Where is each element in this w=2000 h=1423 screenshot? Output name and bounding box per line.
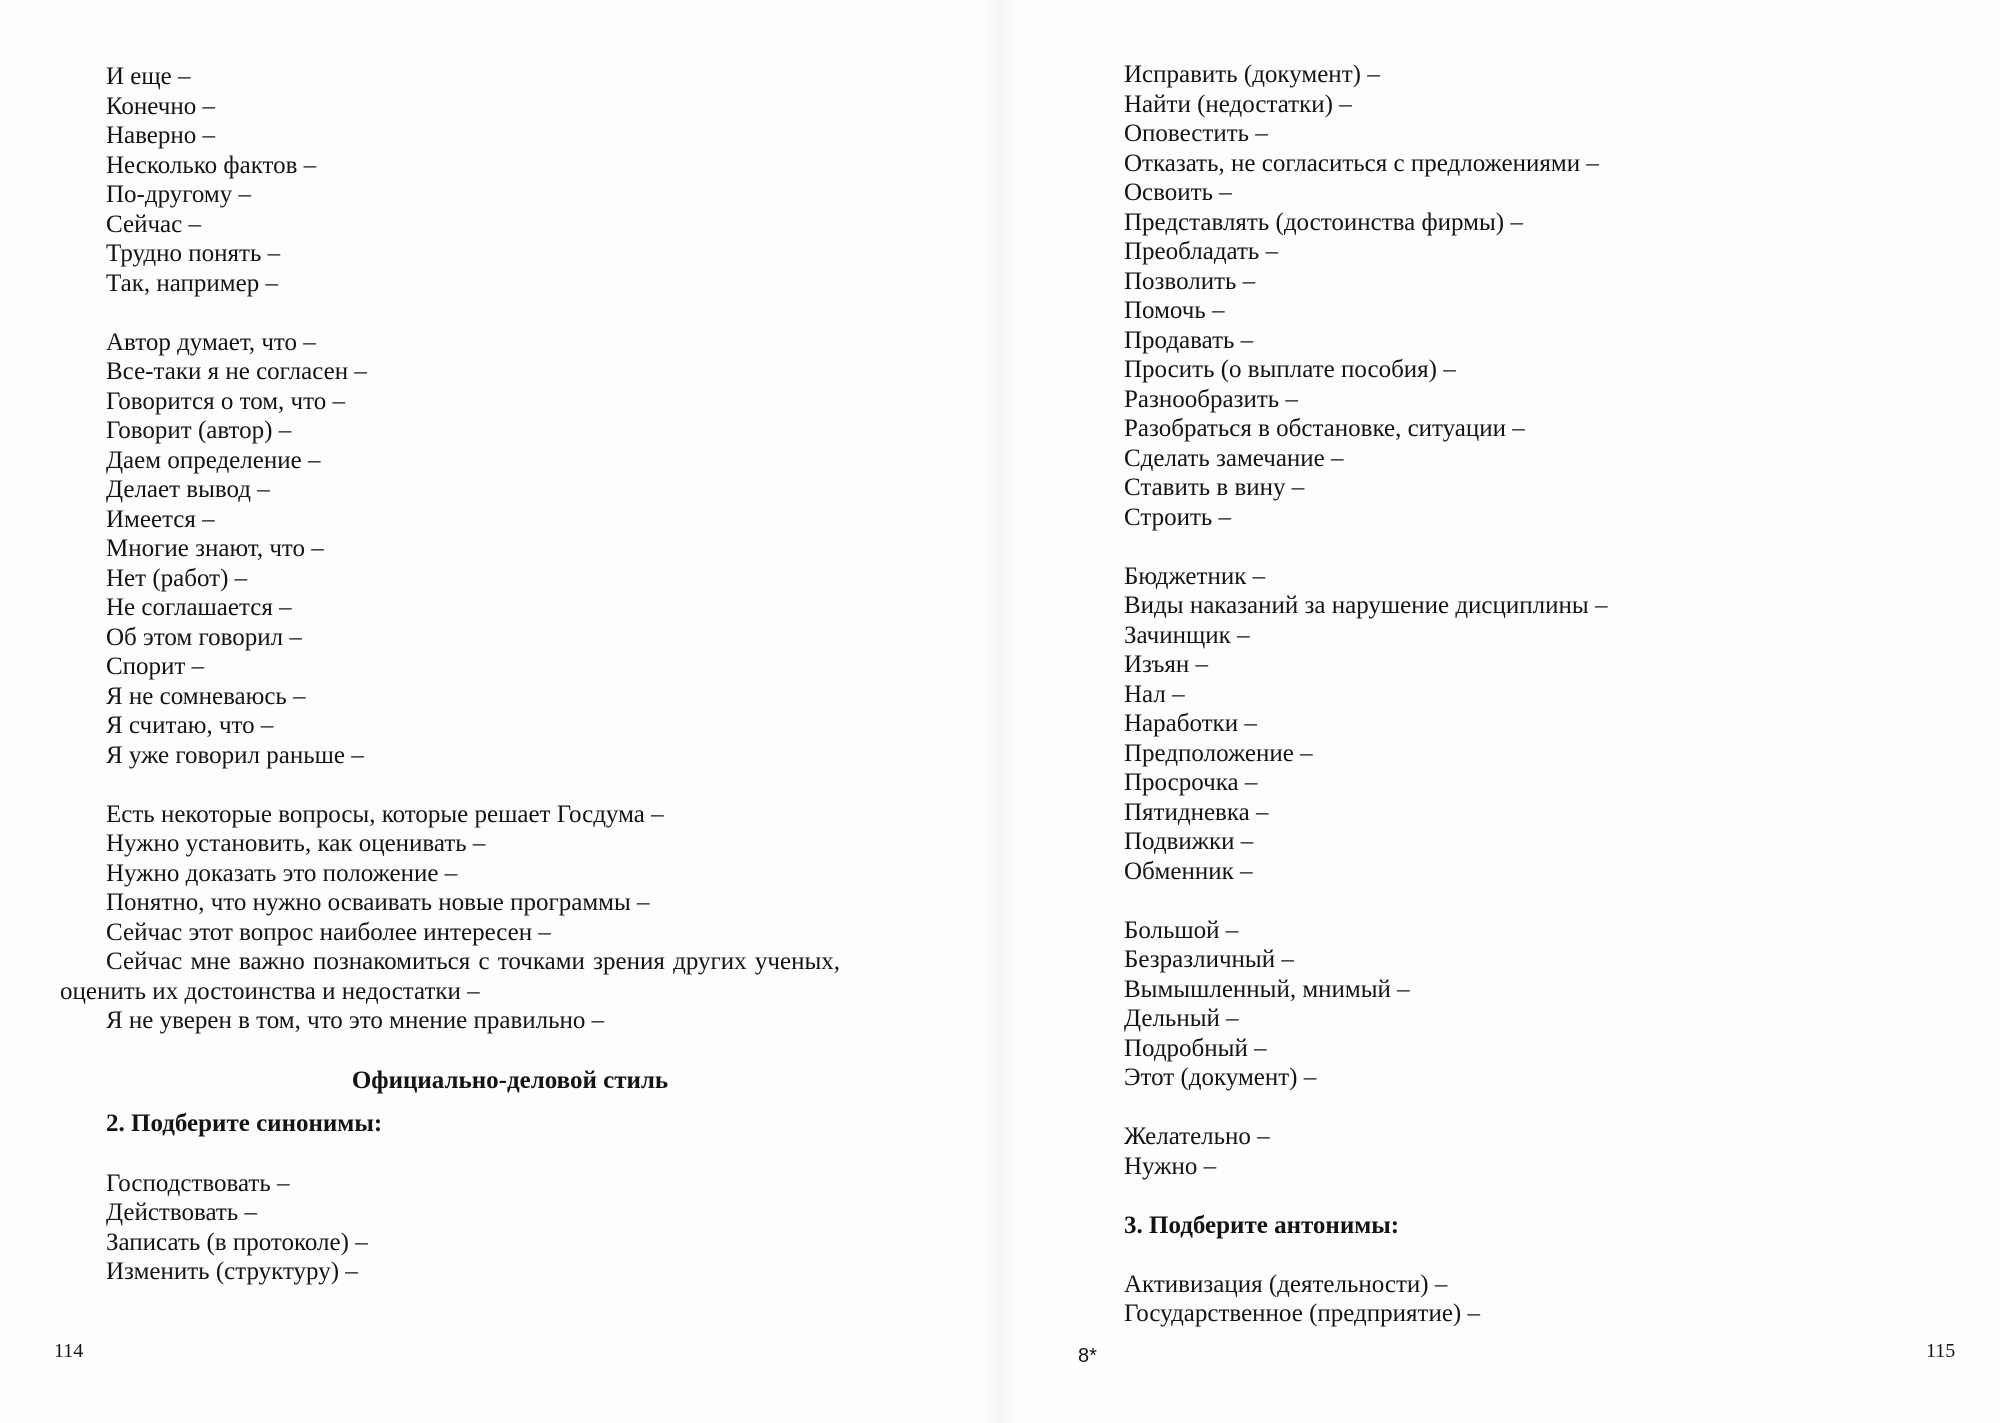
list-item: Активизация (деятельности) – [1124,1270,1448,1298]
left-group-2 [106,328,966,771]
list-item: Не соглашается – [106,594,292,621]
list-item: Наверно – [106,122,216,149]
list-item: Нужно установить, как оценивать – [106,830,486,857]
list-item: Разнообразить – [1124,385,1298,413]
list-item: Несколько фактов – [106,151,317,179]
signature-mark: 8* [1078,1345,1097,1367]
list-item: И еще – [106,63,191,90]
list-item: Все-таки я не согласен – [106,358,367,385]
list-item: Этот (документ) – [1124,1064,1317,1091]
list-item: Изъян – [1124,651,1209,678]
list-item: Автор думает, что – [106,328,316,356]
list-item: Государственное (предприятие) – [1124,1300,1480,1327]
left-group-4 [106,1169,966,1287]
list-item: Большой – [1124,916,1239,944]
long-paragraph-line-1: Сейчас мне важно познакомиться с точками зрения других ученых, [106,948,841,975]
right-page-text [1124,60,1984,1329]
list-item: Сейчас – [106,210,201,238]
left-group-3 [60,800,966,1036]
list-item: Ставить в вину – [1124,474,1305,501]
list-item: Я считаю, что – [106,712,274,739]
list-item: Разобраться в обстановке, ситуации – [1124,415,1525,442]
list-item: Представлять (достоинства фирмы) – [1124,208,1523,236]
list-item: Есть некоторые вопросы, которые решает Госдума – [106,800,664,828]
list-item: Желательно – [1124,1123,1270,1150]
list-item: Дельный – [1124,1005,1239,1032]
right-group-2 [1124,562,1984,887]
list-item: Я уже говорил раньше – [106,741,364,769]
right-group-1 [1124,60,1984,532]
list-item: Подробный – [1124,1034,1267,1062]
list-item: Сделать замечание – [1124,444,1344,472]
list-item: Нет (работ) – [106,564,248,592]
list-item: Конечно – [106,92,215,120]
list-item: Безразличный – [1124,946,1294,973]
page-number-left: 114 [54,1340,84,1362]
list-item: Об этом говорил – [106,623,302,651]
list-item: Понятно, что нужно осваивать новые программы – [106,889,650,916]
list-item: Я не уверен в том, что это мнение правильно – [106,1007,605,1034]
list-item: По-другому – [106,181,251,208]
right-page [1000,0,2000,1423]
list-item: Нал – [1124,680,1185,708]
long-paragraph-line-2: оценить их достоинства и недостатки – [60,977,480,1005]
list-item: Подвижки – [1124,828,1254,855]
right-group-5 [1124,1270,1984,1329]
list-item: Исправить (документ) – [1124,61,1380,88]
list-item: Бюджетник – [1124,562,1266,590]
list-item: Строить – [1124,503,1232,531]
list-item: Освоить – [1124,179,1232,206]
list-item: Даем определение – [106,446,321,474]
list-item: Позволить – [1124,267,1256,295]
right-group-3 [1124,916,1984,1093]
list-item: Имеется – [106,505,215,533]
task-2-title: 2. Подберите синонимы: [106,1110,383,1137]
list-item: Помочь – [1124,297,1225,324]
list-item: Господствовать – [106,1169,290,1197]
list-item: Просрочка – [1124,769,1258,796]
section-title: Официально-деловой стиль [351,1066,669,1094]
list-item: Изменить (структуру) – [106,1258,358,1285]
list-item: Делает вывод – [106,476,270,503]
list-item: Трудно понять – [106,240,281,267]
list-item: Вымышленный, мнимый – [1124,975,1410,1003]
list-item: Пятидневка – [1124,798,1269,826]
list-item: Оповестить – [1124,120,1268,147]
list-item: Сейчас этот вопрос наиболее интересен – [106,918,551,946]
task-3-title: 3. Подберите антонимы: [1124,1211,1400,1239]
left-page-text [60,62,966,1287]
list-item: Я не сомневаюсь – [106,682,306,710]
list-item: Спорит – [106,653,205,680]
right-group-4 [1124,1122,1984,1181]
list-item: Так, например – [106,269,278,297]
list-item: Предположение – [1124,739,1313,767]
page-number-right: 115 [1926,1340,1956,1362]
list-item: Действовать – [106,1199,257,1226]
left-group-1 [106,62,966,298]
list-item: Найти (недостатки) – [1124,90,1352,118]
list-item: Наработки – [1124,710,1257,737]
list-item: Говорится о том, что – [106,387,345,415]
list-item: Говорит (автор) – [106,417,292,444]
list-item: Обменник – [1124,857,1253,885]
list-item: Записать (в протоколе) – [106,1228,368,1256]
list-item: Нужно доказать это положение – [106,859,458,887]
list-item: Продавать – [1124,326,1254,354]
list-item: Отказать, не согласиться с предложениями – [1124,149,1599,177]
list-item: Просить (о выплате пособия) – [1124,356,1456,383]
list-item: Нужно – [1124,1152,1217,1180]
list-item: Многие знают, что – [106,535,324,562]
list-item: Зачинщик – [1124,621,1250,649]
list-item: Виды наказаний за нарушение дисциплины – [1124,592,1608,619]
list-item: Преобладать – [1124,238,1279,265]
